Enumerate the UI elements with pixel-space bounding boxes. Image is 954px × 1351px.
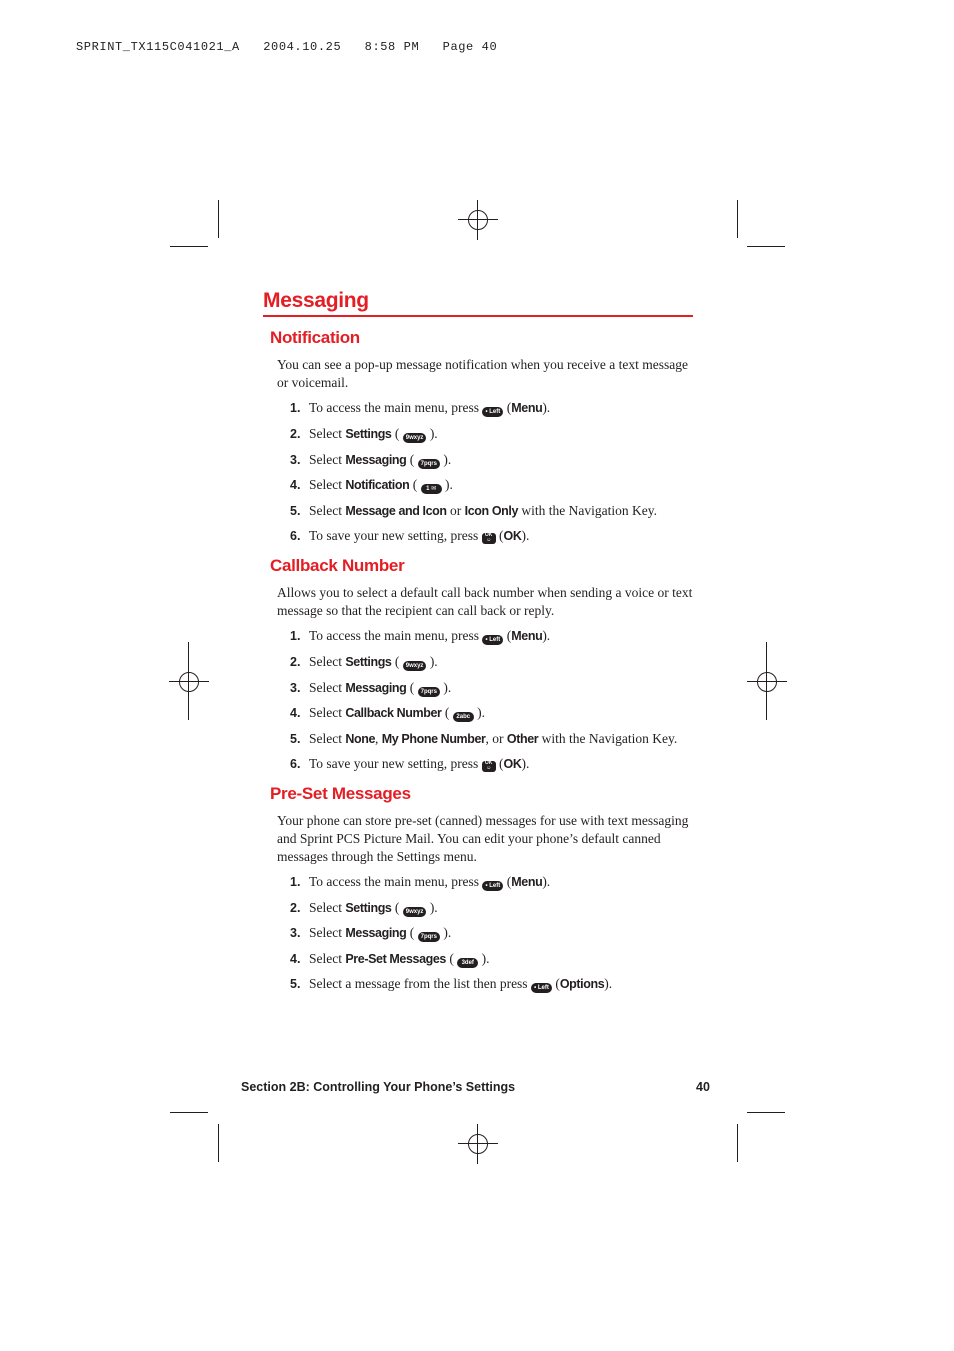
menu-key-icon: • Left <box>482 635 503 645</box>
settings-key-icon: 9wxyz <box>403 433 427 443</box>
list-item: 4. Select Notification ( 1 ✉ ). <box>290 477 453 492</box>
step-number: 4. <box>290 478 301 492</box>
messaging-key-icon: 7pqrs <box>418 932 440 942</box>
messaging-key-icon: 7pqrs <box>418 459 440 469</box>
crop-mark <box>737 1124 738 1162</box>
menu-key-icon: • Left <box>482 881 503 891</box>
step-number: 5. <box>290 732 301 746</box>
list-item: 3. Select Messaging ( 7pqrs ). <box>290 452 452 467</box>
list-item: 4. Select Pre-Set Messages ( 3def ). <box>290 951 490 966</box>
crop-mark <box>218 1124 219 1162</box>
list-item: 2. Select Settings ( 9wxyz ). <box>290 900 438 915</box>
callback-key-icon: 2abc <box>453 712 474 722</box>
step-number: 4. <box>290 952 301 966</box>
section-intro-notification: You can see a pop-up message notification when you receive a text message or voicemail. <box>277 357 688 390</box>
list-item: 5. Select Message and Icon or Icon Only with the Navigation Key. <box>290 503 657 518</box>
notification-key-icon: 1 ✉ <box>421 484 442 494</box>
list-item: 4. Select Callback Number ( 2abc ). <box>290 705 485 720</box>
step-number: 5. <box>290 977 301 991</box>
step-number: 2. <box>290 427 301 441</box>
menu-key-icon: • Left <box>531 983 552 993</box>
registration-line <box>766 642 767 720</box>
step-number: 1. <box>290 875 301 889</box>
step-number: 3. <box>290 681 301 695</box>
crop-mark <box>737 200 738 238</box>
crop-mark <box>747 246 785 247</box>
list-item: 3. Select Messaging ( 7pqrs ). <box>290 680 452 695</box>
list-item: 6. To save your new setting, press OK ☺ (OK). <box>290 756 530 771</box>
settings-key-icon: 9wxyz <box>403 907 427 917</box>
registration-line <box>188 642 189 720</box>
section-intro-callback-number: Allows you to select a default call back number when sending a voice or text message so that the recipient can call back or reply. <box>277 585 693 618</box>
crop-mark <box>747 1112 785 1113</box>
menu-key-icon: • Left <box>482 407 503 417</box>
preset-key-icon: 3def <box>457 958 478 968</box>
ok-key-icon: OK ☺ <box>482 761 496 772</box>
settings-key-icon: 9wxyz <box>403 661 427 671</box>
step-number: 4. <box>290 706 301 720</box>
step-number: 2. <box>290 901 301 915</box>
crop-mark <box>170 1112 208 1113</box>
list-item: 3. Select Messaging ( 7pqrs ). <box>290 925 452 940</box>
list-item: 1. To access the main menu, press • Left (Menu). <box>290 400 551 415</box>
ok-key-icon: OK ☺ <box>482 533 496 544</box>
step-number: 6. <box>290 529 301 543</box>
list-item: 2. Select Settings ( 9wxyz ). <box>290 426 438 441</box>
crop-mark <box>170 246 208 247</box>
step-number: 1. <box>290 629 301 643</box>
registration-mark-left <box>169 662 209 702</box>
section-heading-callback-number: Callback Number <box>270 556 405 575</box>
registration-mark-top <box>458 200 498 240</box>
list-item: 1. To access the main menu, press • Left (Menu). <box>290 874 551 889</box>
step-number: 5. <box>290 504 301 518</box>
list-item: 5. Select None, My Phone Number, or Other with the Navigation Key. <box>290 731 678 746</box>
step-number: 2. <box>290 655 301 669</box>
step-number: 3. <box>290 453 301 467</box>
list-item: 1. To access the main menu, press • Left (Menu). <box>290 628 551 643</box>
list-item: 6. To save your new setting, press OK ☺ (OK). <box>290 528 530 543</box>
print-slug: SPRINT_TX115C041021_A 2004.10.25 8:58 PM Page 40 <box>76 40 498 54</box>
list-item: 2. Select Settings ( 9wxyz ). <box>290 654 438 669</box>
step-number: 1. <box>290 401 301 415</box>
page-title: Messaging <box>263 289 693 317</box>
section-heading-notification: Notification <box>270 328 360 347</box>
messaging-key-icon: 7pqrs <box>418 687 440 697</box>
page-number: 40 <box>696 1080 710 1094</box>
registration-mark-right <box>747 662 787 702</box>
list-item: 5. Select a message from the list then press • Left (Options). <box>290 976 613 991</box>
crop-mark <box>218 200 219 238</box>
footer-section-title: Section 2B: Controlling Your Phone’s Settings <box>241 1080 516 1094</box>
section-heading-pre-set-messages: Pre-Set Messages <box>270 784 411 803</box>
section-intro-pre-set-messages: Your phone can store pre-set (canned) messages for use with text messaging and Sprint PCS Picture Mail. You can edit your phone’s default canned messages through the Settings menu. <box>277 813 689 864</box>
registration-mark-bottom <box>458 1124 498 1164</box>
step-number: 6. <box>290 757 301 771</box>
step-number: 3. <box>290 926 301 940</box>
